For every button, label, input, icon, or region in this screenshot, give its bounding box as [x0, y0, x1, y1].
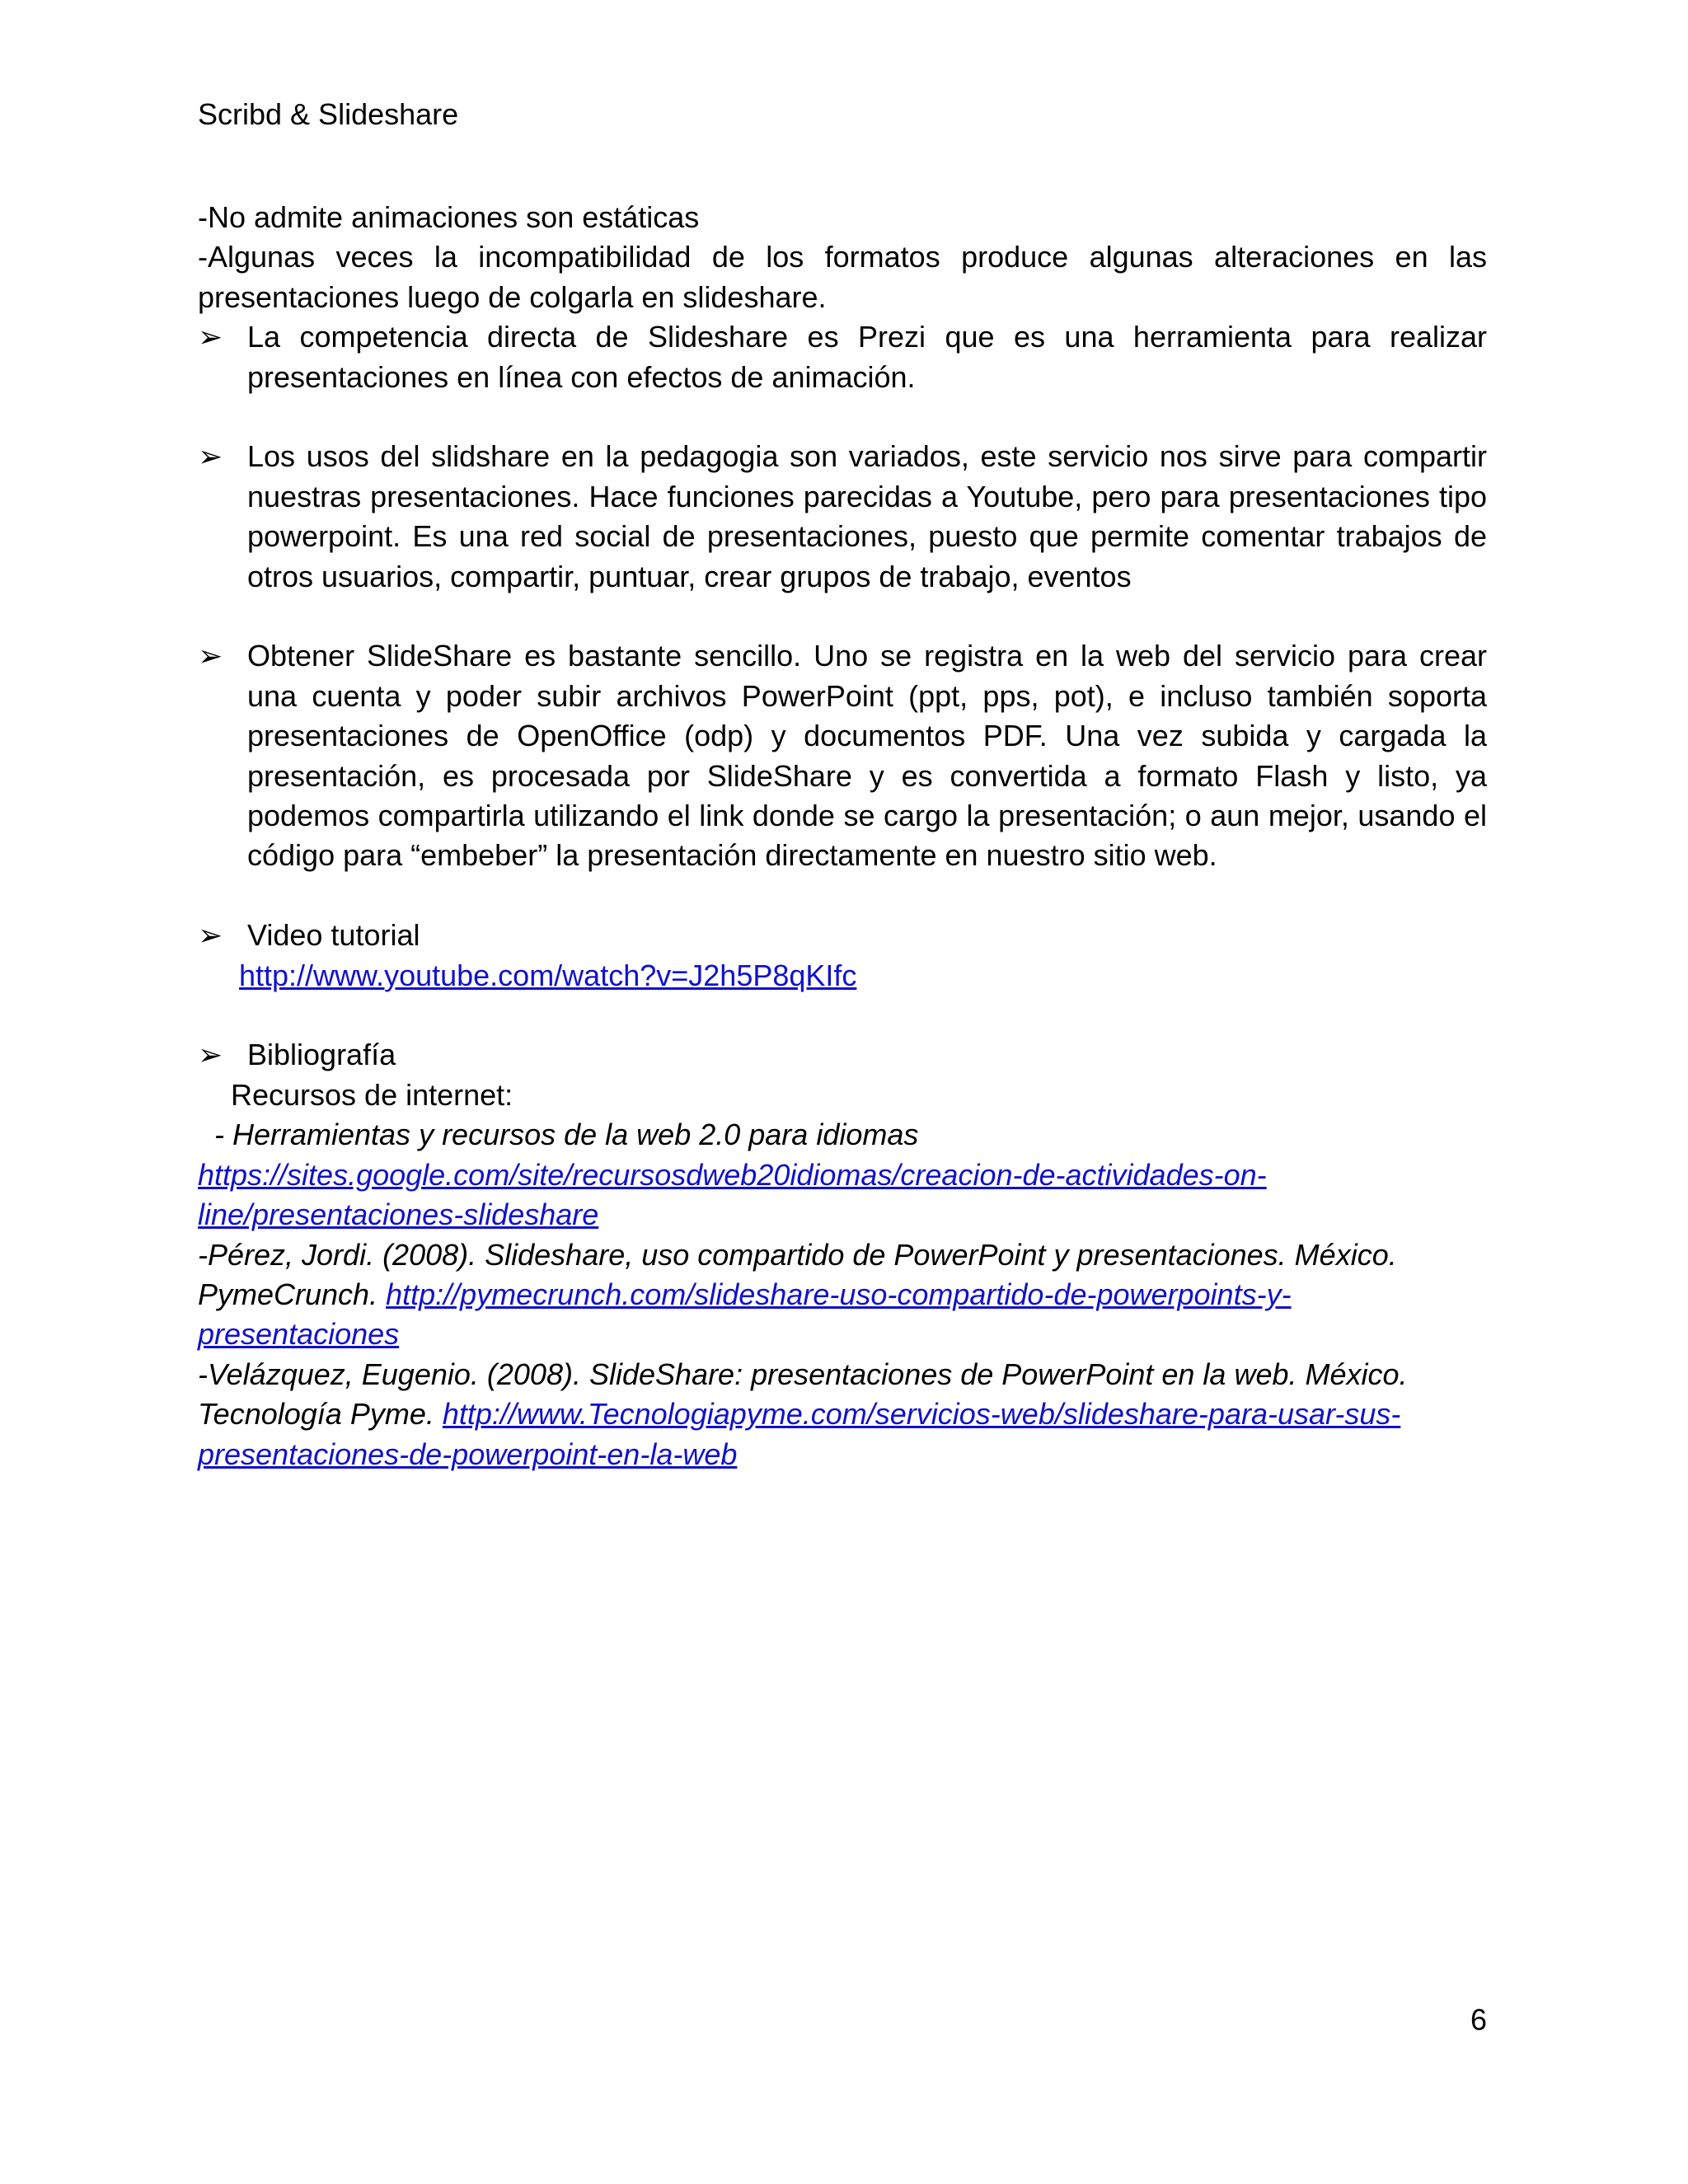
reference-2-link[interactable]: http://pymecrunch.com/slideshare-uso-compartido-de-powerpoints-y-presentaciones	[198, 1277, 1292, 1352]
arrow-bullet-icon: ➢	[198, 918, 223, 953]
page-number: 6	[1470, 2003, 1487, 2036]
bullet-item-pedagogy	[198, 437, 1487, 597]
arrow-bullet-icon: ➢	[198, 439, 223, 474]
reference-3-text: -Velázquez, Eugenio. (2008). SlideShare: presentaciones de PowerPoint en la web. México. Tecnología Pyme.	[198, 1357, 1408, 1432]
intro-line-2: -Algunas veces la incompatibilidad de los formatos produce algunas alteraciones en las presentaciones luego de colgarla en slideshare.	[198, 240, 1487, 314]
bullet-text: Los usos del slidshare en la pedagogia son variados, este servicio nos sirve para compartir nuestras presentaciones. Hace funciones parecidas a Youtube, pero para presentaciones tipo powerpoint. Es una red social de presentaciones, puesto que permite comentar trabajos de otros usuarios, compartir, puntuar, crear grupos de trabajo, eventos	[247, 439, 1487, 593]
bullet-item-video	[198, 916, 1487, 955]
reference-3-link[interactable]: http://www.Tecnologiapyme.com/servicios-web/slideshare-para-usar-sus-presentaciones-de-powerpoint-en-la-web	[198, 1397, 1401, 1471]
bullet-text: Bibliografía	[247, 1038, 396, 1072]
video-tutorial-link[interactable]: http://www.youtube.com/watch?v=J2h5P8qKIfc	[239, 958, 857, 992]
reference-2-text: -Pérez, Jordi. (2008). Slideshare, uso compartido de PowerPoint y presentaciones. México. PymeCrunch.	[198, 1237, 1397, 1311]
bullet-text: La competencia directa de Slideshare es Prezi que es una herramienta para realizar presentaciones en línea con efectos de animación.	[247, 320, 1487, 394]
reference-1-title: - Herramientas y recursos de la web 2.0 para idiomas	[214, 1118, 919, 1152]
intro-line-1: -No admite animaciones son estáticas	[198, 200, 700, 234]
bullet-item-obtain	[198, 636, 1487, 875]
reference-2	[198, 1235, 1487, 1355]
bullet-text: Obtener SlideShare es bastante sencillo. Uno se registra en la web del servicio para crear una cuenta y poder subir archivos PowerPoint (ppt, pps, pot), e incluso también soporta presentaciones de OpenOffice (odp) y documentos PDF. Una vez subida y cargada la presentación, es procesada por SlideShare y es convertida a formato Flash y listo, ya podemos compartirla utilizando el link donde se cargo la presentación; o aun mejor, usando el código para “embeber” la presentación directamente en nuestro sitio web.	[247, 639, 1487, 873]
page-body	[198, 198, 1487, 1474]
bibliography-subtitle: Recursos de internet:	[231, 1077, 513, 1112]
arrow-bullet-icon: ➢	[198, 639, 223, 673]
reference-1-link[interactable]: https://sites.google.com/site/recursosdweb20idiomas/creacion-de-actividades-on-line/presentaciones-slideshare	[198, 1157, 1267, 1232]
bullet-item-bibliography	[198, 1035, 1487, 1075]
bullet-item-prezi	[198, 317, 1487, 397]
reference-3	[198, 1355, 1487, 1474]
arrow-bullet-icon: ➢	[198, 1038, 223, 1072]
arrow-bullet-icon: ➢	[198, 320, 223, 354]
reference-1	[198, 1155, 1302, 1235]
bullet-text: Video tutorial	[247, 918, 420, 953]
page-header: Scribd & Slideshare	[198, 97, 459, 131]
